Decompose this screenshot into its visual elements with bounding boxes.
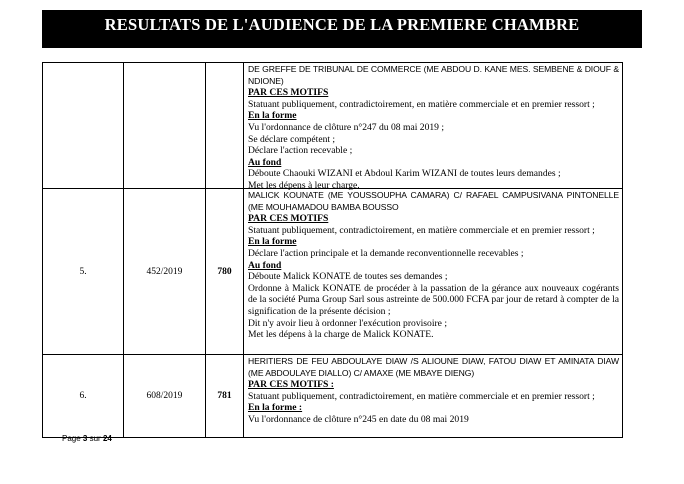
decision-line: Se déclare compétent ; [248,133,336,145]
case-number: 6. [43,355,124,437]
case-code: 780 [206,189,244,354]
page-footer [62,434,112,443]
section-heading: Au fond [248,156,282,168]
table-row [43,355,623,438]
section-heading: PAR CES MOTIFS [248,87,329,99]
section-heading: PAR CES MOTIFS : [248,379,334,391]
decision-line: Déclare l'action principale et la demande reconventionnelle recevables ; [248,247,524,259]
decision-line: Vu l'ordonnance de clôture n°245 en date du 08 mai 2019 [248,413,469,425]
case-code [206,63,244,188]
decision-line: Déboute Malick KONATE de toutes ses demandes ; [248,271,448,283]
case-number: 5. [43,189,124,354]
footer-separator: sur [89,434,101,443]
case-number [43,63,124,188]
case-parties: MALICK KOUNATE (ME YOUSSOUPHA CAMARA) C/ RAFAEL CAMPUSIVANA PINTONELLE (ME MOUHAMADOU BAMBA BOUSSO [248,190,619,212]
results-table [42,62,623,438]
case-reference: 608/2019 [124,355,206,437]
section-heading: En la forme [248,236,297,248]
decision-line: Met les dépens à la charge de Malick KONATE. [248,329,434,341]
footer-prefix: Page [62,434,81,443]
case-parties: HERITIERS DE FEU ABDOULAYE DIAW /S ALIOUNE DIAW, FATOU DIAW ET AMINATA DIAW (ME ABDOULAYE DIALLO) C/ AMAXE (ME MBAYE DIENG) [248,356,619,378]
decision-line: Vu l'ordonnance de clôture n°247 du 08 mai 2019 ; [248,121,445,133]
decision-line: Met les dépens à leur charge. [248,179,360,191]
decision-line: Statuant publiquement, contradictoirement, en matière commerciale et en premier ressort ; [248,98,595,110]
page-banner: RESULTATS DE L'AUDIENCE DE LA PREMIERE CHAMBRE [42,10,642,48]
section-heading: Au fond [248,259,282,271]
case-decision [244,189,623,354]
table-row [43,189,623,355]
decision-line: Statuant publiquement, contradictoirement, en matière commerciale et en premier ressort ; [248,390,595,402]
table-row [43,63,623,189]
case-code: 781 [206,355,244,437]
footer-page-total: 24 [102,434,112,443]
decision-line: Déclare l'action recevable ; [248,145,353,157]
section-heading: PAR CES MOTIFS [248,213,329,225]
case-reference [124,63,206,188]
case-reference: 452/2019 [124,189,206,354]
section-heading: En la forme [248,110,297,122]
decision-line: Déboute Chaouki WIZANI et Abdoul Karim WIZANI de toutes leurs demandes ; [248,168,561,180]
case-decision [244,63,623,191]
decision-line: Dit n'y avoir lieu à ordonner l'exécution provisoire ; [248,317,448,329]
section-heading: En la forme : [248,402,303,414]
case-decision [244,355,623,437]
decision-line: Ordonne à Malick KONATE de procéder à la passation de la gérance aux nouveaux cogérants de la société Puma Group Sarl sous astreinte de 500.000 FCFA par jour de retard à compter de la signification de la présente décision ; [248,282,619,317]
decision-line: Statuant publiquement, contradictoirement, en matière commerciale et en premier ressort ; [248,224,595,236]
footer-page-number: 3 [82,434,88,443]
case-parties: DE GREFFE DE TRIBUNAL DE COMMERCE (ME ABDOU D. KANE MES. SEMBENE & DIOUF & NDIONE) [248,64,619,86]
